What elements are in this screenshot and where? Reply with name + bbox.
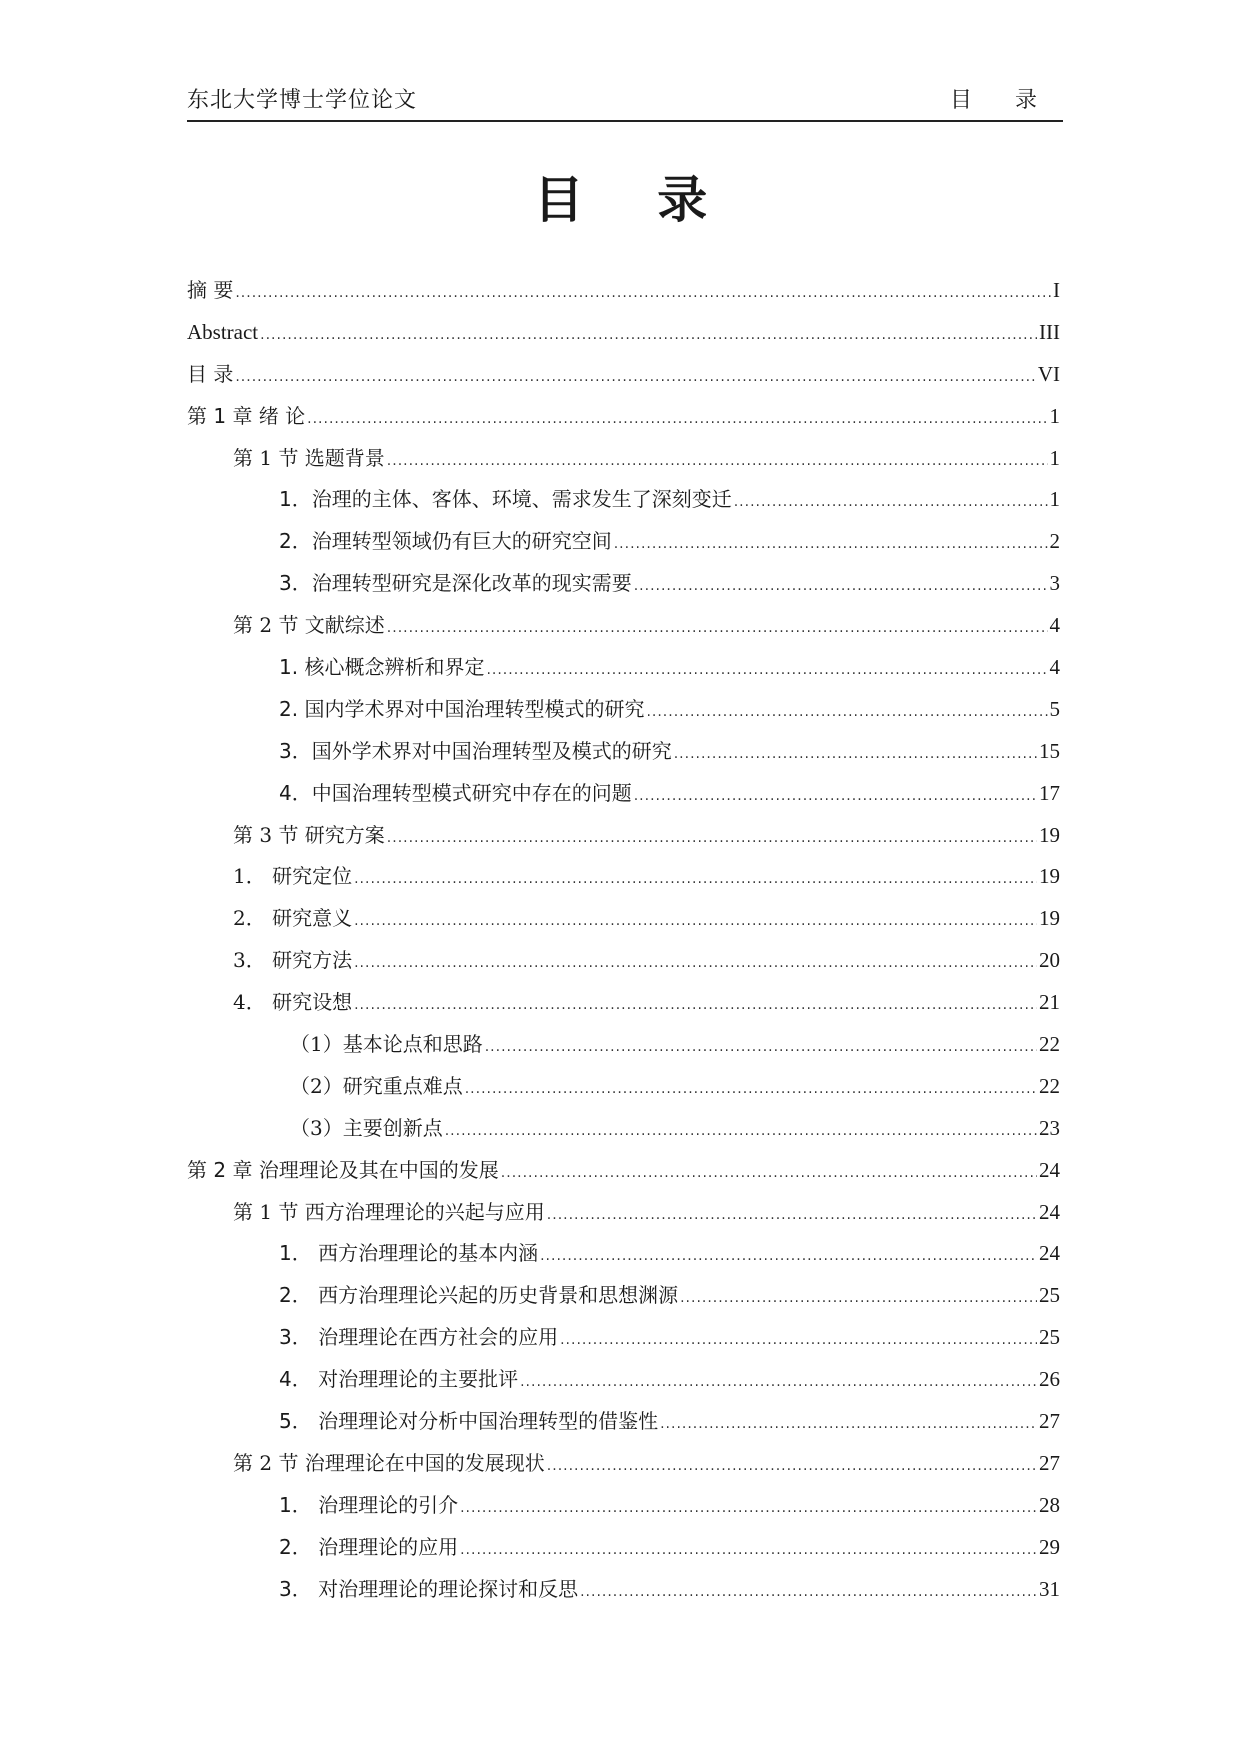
dot-leader — [547, 1195, 1037, 1237]
toc-page-number: 31 — [1039, 1576, 1060, 1601]
toc-entry-label: 2．治理转型领域仍有巨大的研究空间 — [279, 529, 612, 554]
toc-entry-label: （2）研究重点难点 — [290, 1073, 463, 1098]
toc-entry[interactable] — [187, 1401, 1060, 1443]
dot-leader — [354, 859, 1037, 901]
toc-page-number: 29 — [1039, 1534, 1060, 1559]
toc-entry-label: 2． 研究意义 — [233, 906, 353, 931]
toc-page-number: I — [1053, 278, 1060, 302]
dot-leader — [387, 608, 1048, 650]
toc-entry[interactable] — [187, 1275, 1060, 1317]
dot-leader — [354, 943, 1037, 985]
toc-entry[interactable] — [187, 1108, 1060, 1150]
dot-leader — [460, 1530, 1037, 1572]
toc-page-number: 24 — [1039, 1199, 1060, 1224]
toc-page-number: 1 — [1049, 487, 1060, 512]
toc-page-number: 5 — [1049, 696, 1060, 721]
dot-leader — [465, 1069, 1037, 1111]
toc-entry[interactable] — [187, 605, 1060, 647]
dot-leader — [486, 650, 1047, 692]
toc-entry[interactable] — [187, 1443, 1060, 1485]
toc-entry[interactable] — [187, 438, 1060, 480]
dot-leader — [660, 1404, 1037, 1446]
toc-page-number: 23 — [1039, 1115, 1060, 1140]
toc-entry-label: （3）主要创新点 — [290, 1115, 443, 1140]
toc-page-number: 26 — [1039, 1367, 1060, 1392]
dot-leader — [235, 273, 1051, 315]
toc-page-number: 25 — [1039, 1283, 1060, 1308]
dot-leader — [634, 566, 1048, 608]
toc-entry[interactable] — [187, 1317, 1060, 1359]
toc-page-number: 25 — [1039, 1325, 1060, 1350]
toc-entry[interactable] — [187, 354, 1060, 396]
toc-page-number: VI — [1037, 361, 1060, 386]
toc-entry-label: （1）基本论点和思路 — [290, 1032, 483, 1057]
page-title: 目 录 — [533, 171, 736, 229]
toc-page-number: 15 — [1039, 738, 1060, 763]
dot-leader — [547, 1446, 1037, 1488]
toc-entry[interactable] — [187, 1233, 1060, 1275]
toc-entry-label: 摘 要 — [187, 278, 234, 302]
toc-entry[interactable] — [187, 1024, 1060, 1066]
dot-leader — [560, 1320, 1037, 1362]
dot-leader — [485, 1027, 1037, 1069]
dot-leader — [520, 1362, 1037, 1404]
toc-entry-label: 3． 对治理理论的理论探讨和反思 — [279, 1576, 579, 1601]
toc-entry[interactable] — [187, 773, 1060, 815]
toc-page-number: III — [1039, 319, 1060, 344]
toc-entry[interactable] — [187, 731, 1060, 773]
toc-entry-label: 1． 研究定位 — [233, 864, 353, 889]
toc-page-number: 24 — [1039, 1241, 1060, 1266]
toc-entry-label: 2． 西方治理理论兴起的历史背景和思想渊源 — [279, 1283, 679, 1308]
table-of-contents — [187, 270, 1060, 1611]
dot-leader — [680, 1278, 1037, 1320]
toc-page-number: 20 — [1039, 948, 1060, 973]
toc-entry[interactable] — [187, 479, 1060, 521]
toc-entry-label: 第 2 章 治理理论及其在中国的发展 — [187, 1157, 499, 1182]
dot-leader — [540, 1236, 1037, 1278]
toc-page-number: 3 — [1049, 571, 1060, 596]
toc-entry[interactable] — [187, 815, 1060, 857]
toc-entry[interactable] — [187, 1359, 1060, 1401]
toc-page-number: 22 — [1039, 1032, 1060, 1057]
toc-page-number: 1 — [1049, 403, 1060, 428]
toc-page-number: 2 — [1049, 529, 1060, 554]
toc-entry-label: 1． 西方治理理论的基本内涵 — [279, 1241, 539, 1266]
dot-leader — [674, 734, 1037, 776]
toc-entry[interactable] — [187, 1192, 1060, 1234]
toc-entry-label: 第 1 章 绪 论 — [187, 403, 306, 428]
toc-entry-label: 3．治理转型研究是深化改革的现实需要 — [279, 571, 632, 596]
toc-entry-label: 第 2 节 文献综述 — [233, 613, 385, 638]
toc-entry[interactable] — [187, 1485, 1060, 1527]
toc-entry-label: 1． 治理理论的引介 — [279, 1492, 459, 1517]
toc-entry-label: 第 1 节 选题背景 — [233, 445, 385, 470]
toc-entry[interactable] — [187, 982, 1060, 1024]
toc-entry-label: 4． 研究设想 — [233, 990, 353, 1015]
toc-entry-label: 2． 治理理论的应用 — [279, 1534, 459, 1559]
toc-page-number: 1 — [1049, 445, 1060, 470]
toc-page-number: 27 — [1039, 1450, 1060, 1475]
toc-entry[interactable] — [187, 270, 1060, 312]
toc-entry-label: 4．中国治理转型模式研究中存在的问题 — [279, 780, 632, 805]
toc-entry-label: 第 1 节 西方治理理论的兴起与应用 — [233, 1199, 545, 1224]
toc-page-number: 21 — [1039, 990, 1060, 1015]
dot-leader — [734, 482, 1048, 524]
toc-entry[interactable] — [187, 856, 1060, 898]
dot-leader — [580, 1572, 1037, 1614]
toc-entry[interactable] — [187, 940, 1060, 982]
toc-entry-label: 1．治理的主体、客体、环境、需求发生了深刻变迁 — [279, 487, 732, 512]
toc-entry-label: 2. 国内学术界对中国治理转型模式的研究 — [279, 696, 645, 721]
toc-page-number: 19 — [1039, 906, 1060, 931]
toc-entry[interactable] — [187, 563, 1060, 605]
toc-entry-label: Abstract — [187, 319, 259, 344]
dot-leader — [460, 1488, 1037, 1530]
toc-entry[interactable] — [187, 521, 1060, 563]
toc-entry-label: 3．国外学术界对中国治理转型及模式的研究 — [279, 738, 672, 763]
toc-entry-label: 第 3 节 研究方案 — [233, 822, 385, 847]
dot-leader — [445, 1111, 1037, 1153]
dot-leader — [354, 985, 1037, 1027]
toc-entry-label: 3． 治理理论在西方社会的应用 — [279, 1325, 559, 1350]
dot-leader — [614, 524, 1048, 566]
toc-page-number: 4 — [1049, 655, 1060, 680]
toc-page-number: 19 — [1039, 864, 1060, 889]
toc-page-number: 24 — [1039, 1157, 1060, 1182]
toc-page-number: 22 — [1039, 1073, 1060, 1098]
toc-page-number: 4 — [1049, 613, 1060, 638]
toc-page-number: 19 — [1039, 822, 1060, 847]
toc-entry-label: 5． 治理理论对分析中国治理转型的借鉴性 — [279, 1409, 659, 1434]
running-header — [187, 86, 1063, 122]
header-section-name: 目 录 — [950, 88, 1055, 113]
toc-entry-label: 目 录 — [187, 361, 234, 386]
toc-entry[interactable] — [187, 1150, 1060, 1192]
toc-entry[interactable] — [187, 689, 1060, 731]
toc-entry[interactable] — [187, 1066, 1060, 1108]
dot-leader — [354, 901, 1037, 943]
dot-leader — [387, 818, 1037, 860]
dot-leader — [235, 357, 1035, 399]
dot-leader — [634, 776, 1037, 818]
dot-leader — [260, 315, 1037, 357]
dot-leader — [307, 399, 1047, 441]
toc-entry[interactable] — [187, 1527, 1060, 1569]
header-thesis-title: 东北大学博士学位论文 — [187, 88, 418, 113]
dot-leader — [646, 692, 1047, 734]
toc-page-number: 27 — [1039, 1409, 1060, 1434]
toc-entry-label: 4． 对治理理论的主要批评 — [279, 1367, 519, 1392]
dot-leader — [501, 1153, 1037, 1195]
toc-page-number: 28 — [1039, 1492, 1060, 1517]
toc-entry[interactable] — [187, 898, 1060, 940]
toc-page-number: 17 — [1039, 780, 1060, 805]
toc-entry-label: 第 2 节 治理理论在中国的发展现状 — [233, 1450, 545, 1475]
toc-entry-label: 1. 核心概念辨析和界定 — [279, 655, 485, 680]
toc-entry[interactable] — [187, 1569, 1060, 1611]
dot-leader — [387, 441, 1048, 483]
toc-entry[interactable] — [187, 647, 1060, 689]
toc-entry[interactable] — [187, 396, 1060, 438]
toc-entry-label: 3． 研究方法 — [233, 948, 353, 973]
toc-entry[interactable] — [187, 312, 1060, 354]
